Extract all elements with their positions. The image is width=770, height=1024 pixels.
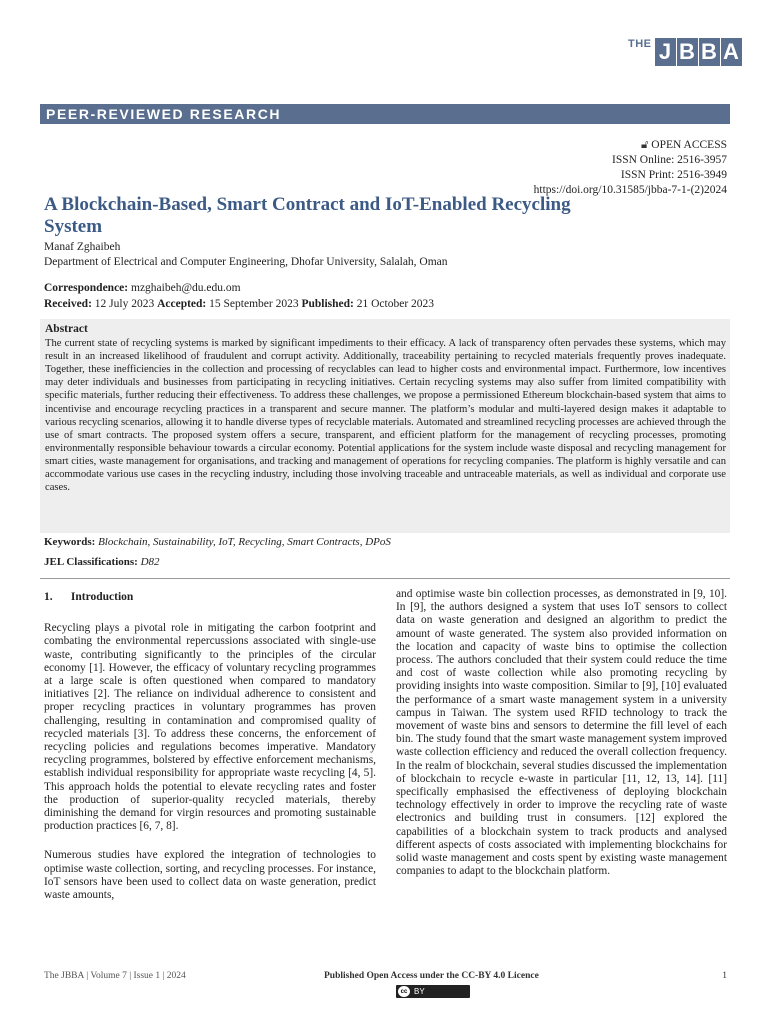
abstract-heading: Abstract <box>45 323 88 335</box>
open-lock-icon: 🔓︎ <box>640 139 649 151</box>
jel-line <box>44 556 160 568</box>
logo-letter: A <box>721 38 742 66</box>
footer-licence: Published Open Access under the CC-BY 4.0 Licence <box>324 971 539 981</box>
correspondence-block <box>44 280 434 312</box>
logo-prefix: THE <box>628 38 652 50</box>
section-title: Introduction <box>70 591 134 603</box>
accepted-date: 15 September 2023 <box>209 298 299 310</box>
cc-by-badge[interactable] <box>396 985 470 998</box>
logo-letter: B <box>677 38 698 66</box>
logo-letter: J <box>655 38 676 66</box>
page-footer <box>44 971 727 987</box>
published-label: Published: <box>301 298 354 310</box>
received-label: Received: <box>44 298 92 310</box>
body-paragraph: and optimise waste bin collection processes, as demonstrated in [9, 10]. In [9], the authors designed a system that uses IoT sensors to collect data on waste generation and designed an algorithm to predict the amount of waste generated. The system also provided information on the location and capacity of waste bins to optimise the collection process. The authors concluded that their system could reduce the time and cost of waste collection while also promoting recycling by providing insights into waste composition. Similar to [9], [10] evaluated the performance of a smart waste management system in a university campus in Taiwan. The system used RFID technology to track the movement of waste bins and sensors to determine the fill level of each bin. The study found that the smart waste management system improved waste collection efficiency and reduced the overall collection frequency. In the realm of blockchain, several studies discussed the implementation of blockchain to recycle e-waste in particular [11, 12, 13, 14]. [11] specifically emphasised the effectiveness of deploying blockchain technology effectively in order to improve the recycling rate of waste electronics and building trust in consumers. [12] explored the capabilities of a blockchain system to track products and analysed different aspects of costs associated with implementing blockchains for solid waste management and costs spent by existing waste management companies to adapt to the blockchain platform. <box>396 588 727 878</box>
section-number: 1. <box>44 591 53 603</box>
published-date: 21 October 2023 <box>356 298 435 310</box>
cc-by-label: BY <box>414 987 425 996</box>
jel-value: D82 <box>140 556 160 568</box>
keywords-label: Keywords: <box>44 536 96 548</box>
section-heading <box>44 591 376 604</box>
received-date: 12 July 2023 <box>94 298 155 310</box>
keywords-line <box>44 536 391 548</box>
logo-letter: B <box>699 38 720 66</box>
journal-logo <box>628 38 742 66</box>
body-paragraph: Numerous studies have explored the integration of technologies to optimise waste collection, sorting, and recycling processes. For instance, IoT sensors have been used to collect data on waste generation, predict waste amounts, <box>44 849 376 902</box>
abstract-box <box>40 319 730 533</box>
cc-icon: cc <box>398 986 410 997</box>
article-meta <box>534 138 727 198</box>
author-name: Manaf Zghaibeh <box>44 241 121 253</box>
correspondence-email[interactable]: mzghaibeh@du.edu.om <box>131 282 241 294</box>
section-banner: PEER-REVIEWED RESEARCH <box>40 104 730 124</box>
correspondence-label: Correspondence: <box>44 282 129 294</box>
page-number: 1 <box>722 971 727 981</box>
keywords-value: Blockchain, Sustainability, IoT, Recycling, Smart Contracts, DPoS <box>98 536 391 548</box>
jel-label: JEL Classifications: <box>44 556 138 568</box>
body-paragraph: Recycling plays a pivotal role in mitigating the carbon footprint and combating the environmental repercussions associated with single-use waste, contributing significantly to the principles of the circular economy [1]. However, the efficacy of voluntary recycling programmes at a large scale is often questioned when compared to mandatory initiatives [2]. The reliance on individual adherence to consistent and proper recycling practices in voluntary programmes has proven challenging, resulting in contamination and compromised quality of recycled materials [3]. To address these concerns, the enforcement of recycling policies and regulations becomes imperative. Mandatory recycling programmes, bolstered by effective enforcement mechanisms, establish individual responsibility for appropriate waste recycling [4, 5]. This approach holds the potential to elevate recycling rates and foster the production of superior-quality recycled materials, thereby diminishing the demand for virgin resources and promoting sustainable production practices [6, 7, 8]. <box>44 622 376 833</box>
accepted-label: Accepted: <box>157 298 207 310</box>
left-column <box>44 591 376 902</box>
doi-link[interactable]: https://doi.org/10.31585/jbba-7-1-(2)2024 <box>533 184 727 196</box>
abstract-text: The current state of recycling systems is marked by significant impediments to their efficacy. A lack of transparency often pervades these systems, which may result in an increased likelihood of fraudulent and corrupt activity. Additionally, traceability pertaining to recycled materials frequently proves inadequate. Together, these inefficiencies in the collection and processing of recyclables can lead to higher costs and environmental impact. Furthermore, low incentives may deter individuals and businesses from participating in recycling initiatives. Certain recycling systems may also suffer from limited compatibility with specific materials, further reducing their effectiveness. To address these challenges, we propose a permissioned Ethereum blockchain-based system that aims to incentivise and encourage recycling practices in a transparent and secure manner. The platform’s modular and multi-layered design makes it adaptable to various recycling scenarios, allowing it to handle diverse types of recyclable materials. Automated and streamlined recycling processes are achieved through the use of smart contracts. The proposed system offers a secure, transparent, and efficient platform for the management of recycling processes, promoting environmentally responsible behaviour towards a circular economy. Potential applications for the system include waste disposal and recycling management for smart cities, waste management for organisations, and tracking and management of operations for recycling companies. The platform is highly versatile and can accommodate various use cases in the recycling industry, including those involving traceable and untraceable materials, as well as individual and corporate use cases. <box>45 338 726 494</box>
divider <box>40 578 730 579</box>
issn-online: ISSN Online: 2516-3957 <box>612 154 727 166</box>
issn-print: ISSN Print: 2516-3949 <box>620 169 727 181</box>
footer-journal-info: The JBBA | Volume 7 | Issue 1 | 2024 <box>44 971 186 981</box>
author-affiliation: Department of Electrical and Computer Engineering, Dhofar University, Salalah, Oman <box>44 256 448 268</box>
right-column <box>396 588 727 878</box>
dates-line <box>44 296 434 312</box>
article-title: A Blockchain-Based, Smart Contract and IoT-Enabled Recycling System <box>44 194 571 237</box>
open-access-label: OPEN ACCESS <box>651 139 727 151</box>
open-access-line <box>534 138 727 153</box>
